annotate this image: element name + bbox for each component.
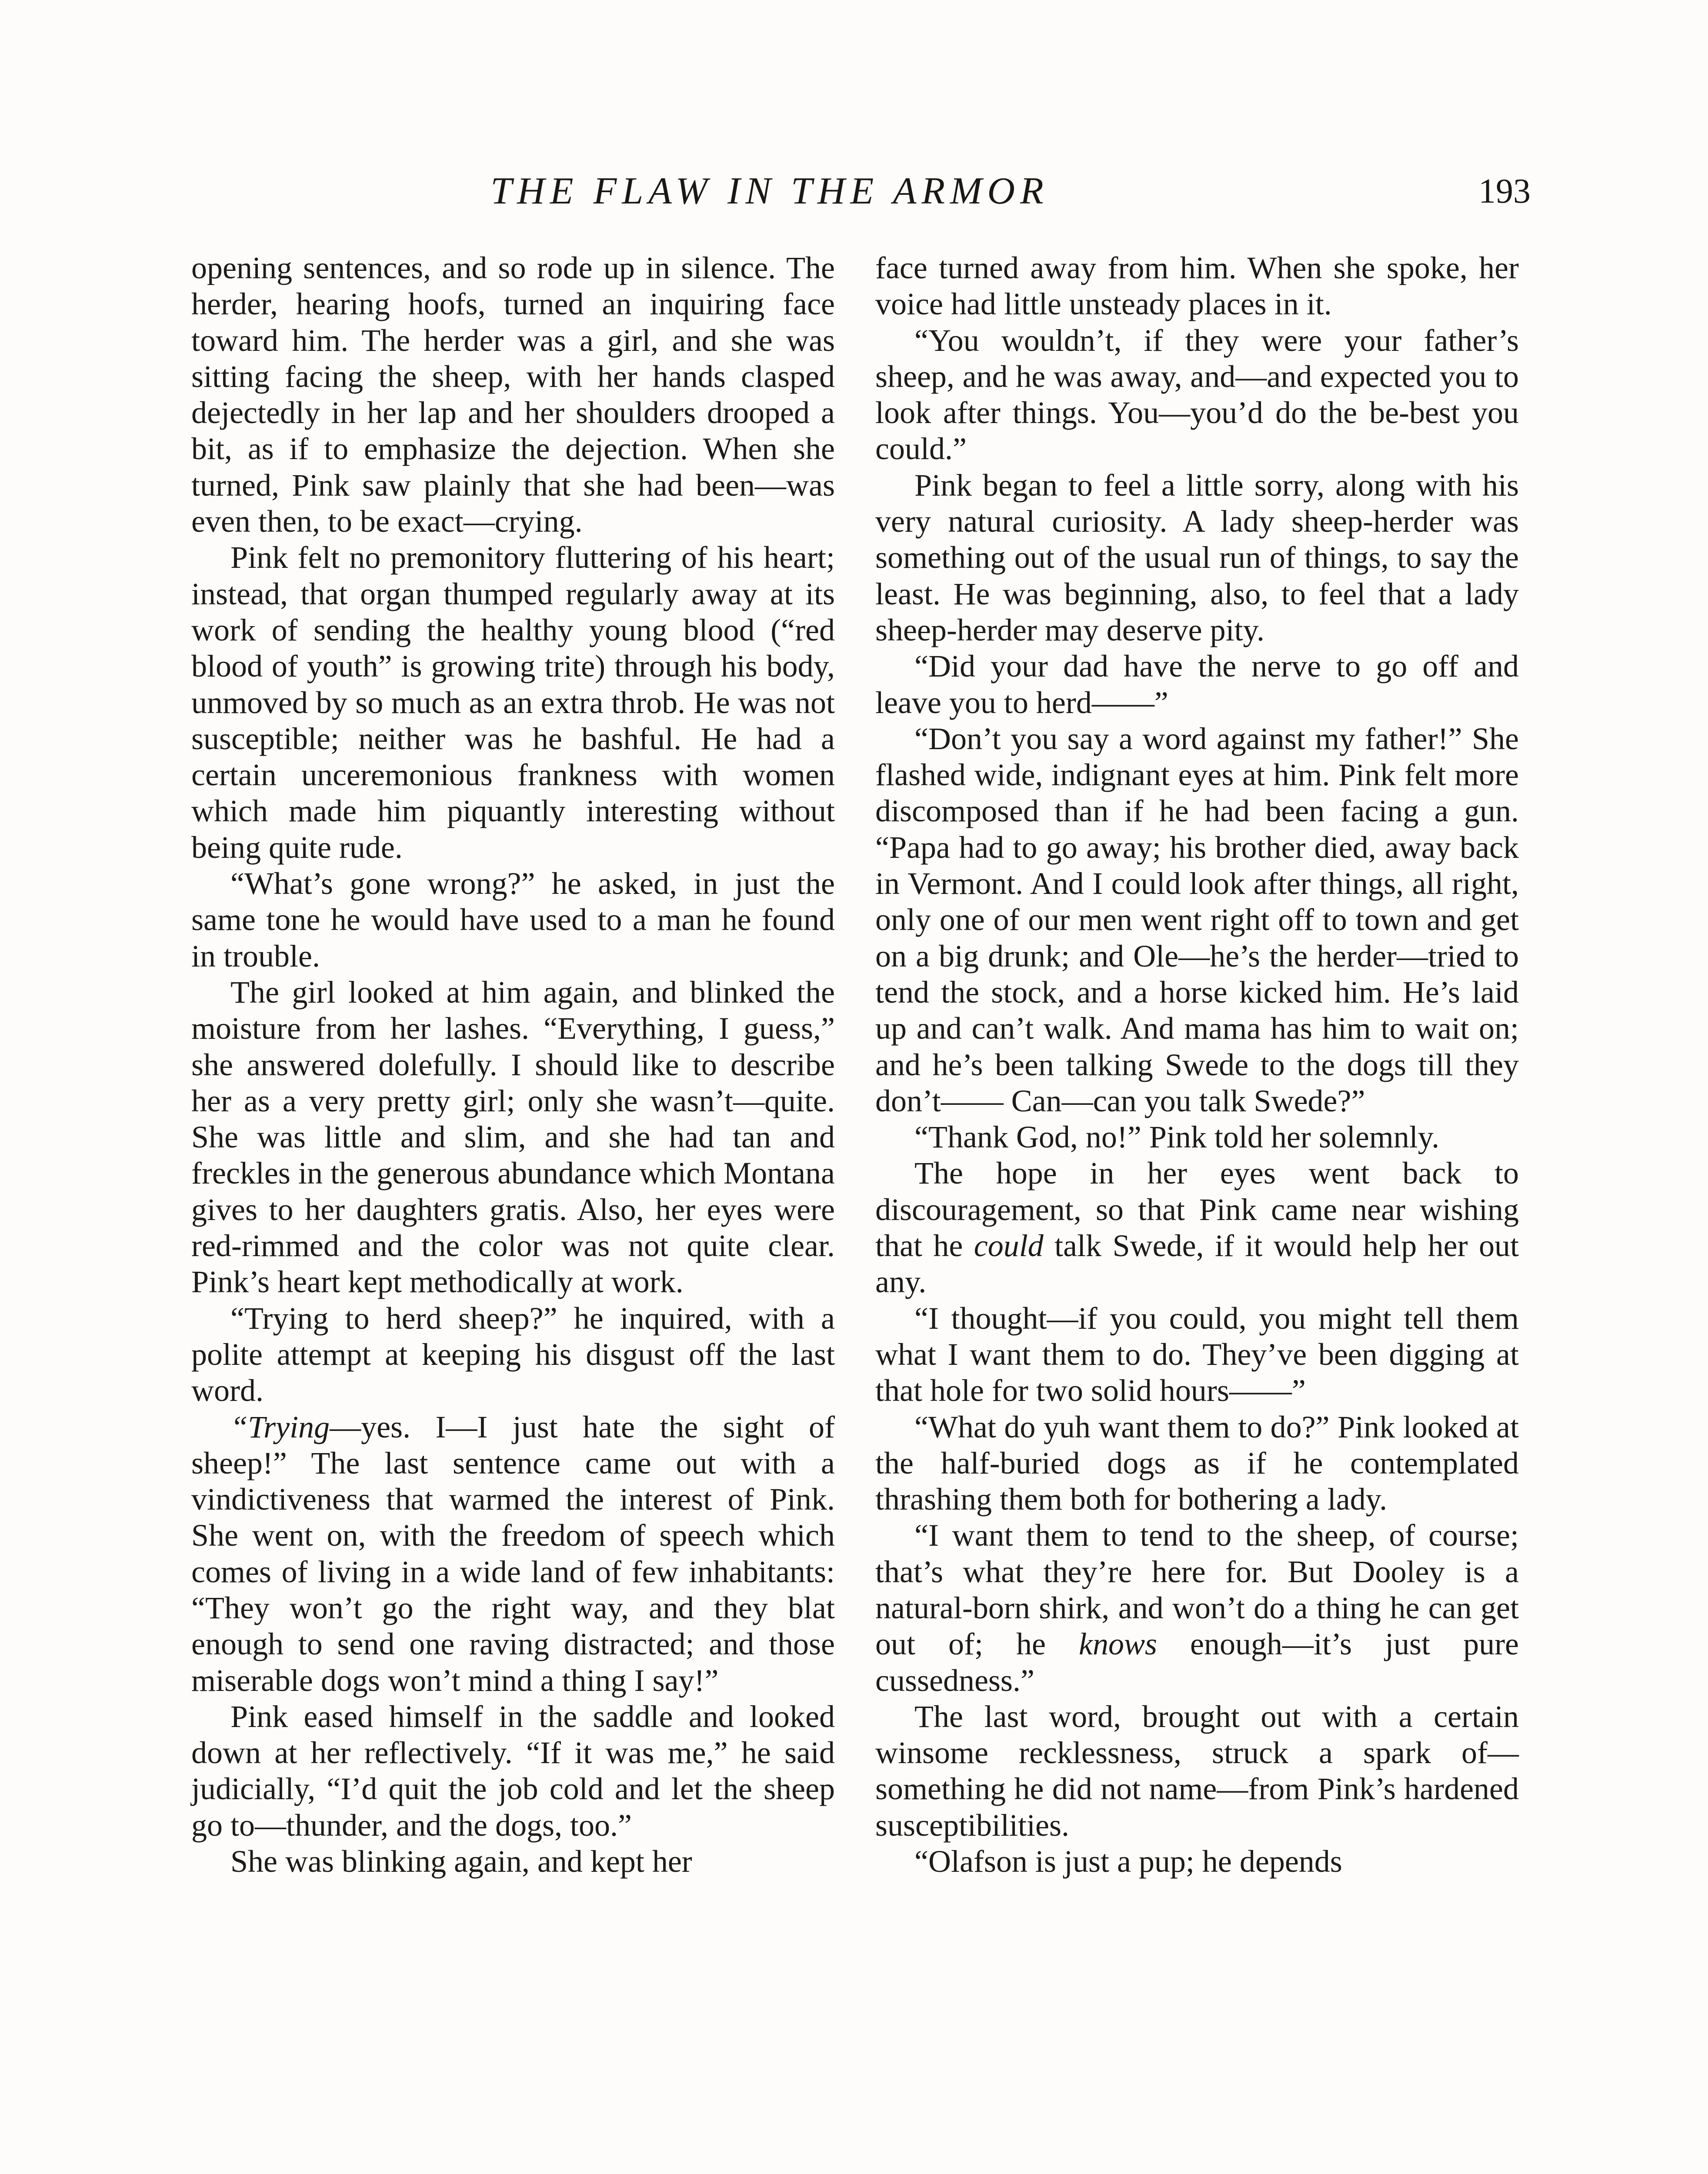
emphasis-text: “Trying bbox=[230, 1409, 330, 1444]
paragraph-text: —yes. I—I just hate the sight of sheep!” The last sentence came out with a vindictiveness that warmed the interest of Pink. She went on, with the freedom of speech which comes of living in a wide land of few inhabitants: “They won’t go the right way, and they blat enough to send one raving distracted; and those miserable dogs won’t mind a thing I say!” bbox=[191, 1409, 835, 1698]
paragraph bbox=[875, 1155, 1519, 1300]
paragraph-text: The girl looked at him again, and blinked the moisture from her lashes. “Everything, I guess,” she answered dolefully. I should like to describe her as a very pretty girl; only she wasn’t—quite. She was little and slim, and she had tan and freckles in the generous abundance which Montana gives to her daughters gratis. Also, her eyes were red-rimmed and the color was not quite clear. Pink’s heart kept methodically at work. bbox=[191, 974, 835, 1300]
paragraph bbox=[875, 1409, 1519, 1518]
paragraph bbox=[191, 974, 835, 1300]
paragraph bbox=[191, 1409, 835, 1699]
paragraph bbox=[875, 1119, 1519, 1155]
paragraph bbox=[875, 1699, 1519, 1844]
emphasis-text: knows bbox=[1079, 1627, 1157, 1662]
paragraph bbox=[191, 250, 835, 540]
paragraph-text: The hope in her eyes went back to discouragement, so that Pink came near wishing that he bbox=[875, 1156, 1519, 1264]
paragraph-text: “Did your dad have the nerve to go off and leave you to herd——” bbox=[875, 649, 1519, 720]
running-title: THE FLAW IN THE ARMOR bbox=[490, 170, 1049, 212]
paragraph-text: “I want them to tend to the sheep, of course; that’s what they’re here for. But Dooley is a natural-born shirk, and won’t do a thing he can get out of; he bbox=[875, 1518, 1519, 1662]
running-head bbox=[183, 165, 1531, 226]
paragraph bbox=[875, 250, 1519, 323]
paragraph bbox=[191, 866, 835, 974]
paragraph-text: “Olafson is just a pup; he depends bbox=[914, 1844, 1342, 1879]
paragraph-text: opening sentences, and so rode up in silence. The herder, hearing hoofs, turned an inquiring face toward him. The herder was a girl, and she was sitting facing the sheep, with her hands clasped dejectedly in her lap and her shoulders drooped a bit, as if to emphasize the dejection. When she turned, Pink saw plainly that she had been—was even then, to be exact—crying. bbox=[191, 250, 835, 539]
paragraph-text: Pink eased himself in the saddle and looked down at her reflectively. “If it was me,” he said judicially, “I’d quit the job cold and let the sheep go to—thunder, and the dogs, too.” bbox=[191, 1699, 835, 1843]
paragraph bbox=[191, 1300, 835, 1409]
paragraph bbox=[875, 323, 1519, 467]
paragraph bbox=[875, 1300, 1519, 1409]
paragraph-text: enough—it’s just pure cussedness.” bbox=[875, 1627, 1519, 1698]
text-column-right bbox=[875, 250, 1519, 1880]
paragraph bbox=[875, 648, 1519, 721]
paragraph-text: The last word, brought out with a certain winsome recklessness, struck a spark of—something he did not name—from Pink’s hardened susceptibilities. bbox=[875, 1699, 1519, 1843]
paragraph-text: Pink began to feel a little sorry, along with his very natural curiosity. A lady sheep-herder was something out of the usual run of things, to say the least. He was beginning, also, to feel that a lady sheep-herder may deserve pity. bbox=[875, 467, 1519, 647]
paragraph bbox=[875, 721, 1519, 1119]
paragraph bbox=[191, 1844, 835, 1880]
text-column-left bbox=[191, 250, 835, 1880]
paragraph-text: “What do yuh want them to do?” Pink looked at the half-buried dogs as if he contemplated thrashing them both for bothering a lady. bbox=[875, 1409, 1519, 1517]
paragraph bbox=[191, 1699, 835, 1844]
emphasis-text: could bbox=[974, 1228, 1044, 1264]
paragraph-text: “I thought—if you could, you might tell them what I want them to do. They’ve been digging at that hole for two solid hours——” bbox=[875, 1300, 1519, 1408]
paragraph bbox=[875, 1844, 1519, 1880]
paragraph-text: She was blinking again, and kept her bbox=[230, 1844, 692, 1879]
paragraph-text: “Thank God, no!” Pink told her solemnly. bbox=[914, 1120, 1440, 1155]
paragraph bbox=[875, 1517, 1519, 1698]
paragraph-text: “Don’t you say a word against my father!” She flashed wide, indignant eyes at him. Pink felt more discomposed than if he had been facing a gun. “Papa had to go away; his brother died, away back in Vermont. And I could look after things, all right, only one of our men went right off to town and get on a big drunk; and Ole—he’s the herder—tried to tend the stock, and a horse kicked him. He’s laid up and can’t walk. And mama has him to wait on; and he’s been talking Swede to the dogs till they don’t—— Can—can you talk Swede?” bbox=[875, 721, 1519, 1118]
paragraph-text: “You wouldn’t, if they were your father’s sheep, and he was away, and—and expected you to look after things. You—you’d do the be-best you could.” bbox=[875, 323, 1519, 467]
paragraph-text: Pink felt no premonitory fluttering of his heart; instead, that organ thumped regularly away at its work of sending the healthy young blood (“red blood of youth” is growing trite) through his body, unmoved by so much as an extra throb. He was not susceptible; neither was he bashful. He had a certain unceremonious frankness with women which made him piquantly interesting without being quite rude. bbox=[191, 540, 835, 865]
paragraph bbox=[191, 540, 835, 866]
paragraph-text: “What’s gone wrong?” he asked, in just the same tone he would have used to a man he found in trouble. bbox=[191, 866, 835, 974]
paragraph-text: talk Swede, if it would help her out any. bbox=[875, 1228, 1519, 1300]
paragraph bbox=[875, 467, 1519, 648]
paragraph-text: “Trying to herd sheep?” he inquired, with a polite attempt at keeping his disgust off the last word. bbox=[191, 1300, 835, 1408]
paragraph-text: face turned away from him. When she spoke, her voice had little unsteady places in it. bbox=[875, 250, 1519, 322]
page-number: 193 bbox=[1478, 172, 1531, 210]
